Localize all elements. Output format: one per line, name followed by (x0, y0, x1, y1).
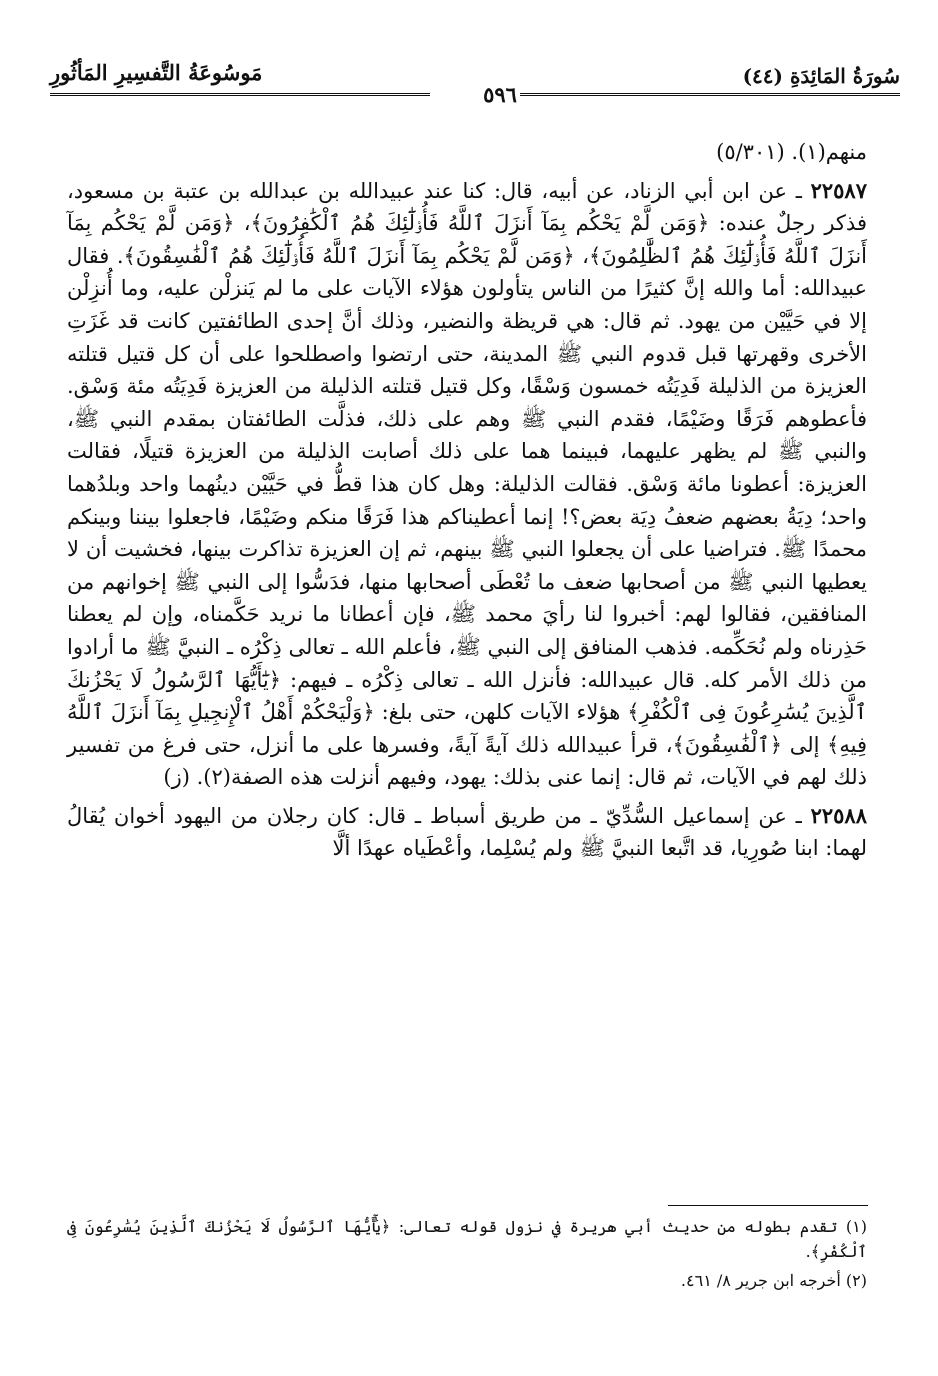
book-title: مَوسُوعَةُ التَّفسِيرِ المَأثُورِ (50, 60, 263, 85)
footnote-separator (668, 1205, 868, 1206)
narration-22587 (67, 175, 867, 794)
page-number: ٥٩٦ (483, 82, 517, 107)
narration-text: ـ عن ابن أبي الزناد، عن أبيه، قال: كنا عند عبيدالله بن عبدالله بن عتبة بن مسعود، فذكر رجلٌ عنده: ﴿وَمَن لَّمْ يَحْكُم بِمَآ أَنزَلَ ٱللَّهُ فَأُو۟لَٰٓئِكَ هُمُ ٱلْكَٰفِرُونَ﴾، ﴿وَمَن لَّمْ يَحْكُم بِمَآ أَنزَلَ ٱللَّهُ فَأُو۟لَٰٓئِكَ هُمُ ٱلظَّٰلِمُونَ﴾، ﴿وَمَن لَّمْ يَحْكُم بِمَآ أَنزَلَ ٱللَّهُ فَأُو۟لَٰٓئِكَ هُمُ ٱلْفَٰسِقُونَ﴾. فقال عبيدالله: أما والله إنَّ كثيرًا من الناس يتأولون هؤلاء الآيات على ما لم يَنزلْن عليه، وما أُنزِلْن إلا في حَيَّيْن من يهود. ثم قال: هي قريظة والنضير، وذلك أنَّ إحدى الطائفتين كانت قد غَزَتِ الأخرى وقهرتها قبل قدوم النبي ﷺ المدينة، حتى ارتضوا واصطلحوا على أن كل قتيل قتلته العزيزة من الذليلة فَدِيَتُه خمسون وَسْقًا، وكل قتيل قتلته الذليلة من العزيزة فَدِيَتُه مئة وَسْق. فأعطوهم فَرَقًا وضَيْمًا، فقدم النبي ﷺ وهم على ذلك، فذلَّت الطائفتان بمقدم النبي ﷺ، والنبي ﷺ لم يظهر عليهما، فبينما هما على ذلك أصابت الذليلة من العزيزة قتيلًا، فقالت العزيزة: أعطونا مائة وَسْق. فقالت الذليلة: وهل كان هذا قطُّ في حَيَّيْن دينُهما واحد وبلدُهما واحد؛ دِيَةُ بعضهم ضعفُ دِيَة بعض؟! إنما أعطيناكم هذا فَرَقًا منكم وضَيْمًا، فاجعلوا بيننا وبينكم محمدًا ﷺ. فتراضيا على أن يجعلوا النبي ﷺ بينهم، ثم إن العزيزة تذاكرت بينها، فخشيت أن لا يعطيها النبي ﷺ من أصحابها ضعف ما تُعْطَى أصحابها منها، فدَسُّوا إلى النبي ﷺ إخوانهم من المنافقين، فقالوا لهم: أخبروا لنا رأيَ محمد ﷺ، فإن أعطانا ما نريد حَكَّمناه، وإن لم يعطنا حَذِرناه ولم نُحَكِّمه. فذهب المنافق إلى النبي ﷺ، فأعلم الله ـ تعالى ذِكْرُه ـ النبيَّ ﷺ ما أرادوا من ذلك الأمر كله. قال عبيدالله: فأنزل الله ـ تعالى ذِكْرُه ـ فيهم: ﴿يَٰٓأَيُّهَا ٱلرَّسُولُ لَا يَحْزُنكَ ٱلَّذِينَ يُسَٰرِعُونَ فِى ٱلْكُفْرِ﴾ هؤلاء الآيات كلهن، حتى بلغ: ﴿وَلْيَحْكُمْ أَهْلُ ٱلْإِنجِيلِ بِمَآ أَنزَلَ ٱللَّهُ فِيهِ﴾ إلى ﴿ٱلْفَٰسِقُونَ﴾، قرأ عبيدالله ذلك آيةً آيةً، وفسرها على ما أنزل، حتى فرغ من تفسير ذلك لهم في الآيات، ثم قال: إنما عنى بذلك: يهود، وفيهم أنزلت هذه الصفة(٢). (ز) (67, 178, 867, 790)
narration-text: ـ عن إسماعيل السُّدِّيّ ـ من طريق أسباط ـ قال: كان رجلان من اليهود أخوان يُقالُ لهما: ابنا صُورِيا، قد اتَّبعا النبيَّ ﷺ ولم يُسْلِما، وأعْطَياه عهدًا ألَّا (67, 803, 867, 861)
surah-heading: سُورَةُ المَائِدَةِ (٤٤) (742, 64, 900, 88)
page-header (50, 48, 900, 107)
main-text (67, 136, 867, 865)
footnote-2: (٢) أخرجه ابن جرير ٨/ ٤٦١. (680, 1271, 867, 1290)
footnote-1: (١) تقدم بطوله من حديث أبي هريرة في نزول قوله تعالى: ﴿يَٰٓأَيُّهَا ٱلرَّسُولُ لَا يَحْزُنكَ ٱلَّذِينَ يُسَٰرِعُونَ فِى ٱلْكُفْرِ﴾. (67, 1217, 868, 1261)
narration-22588 (67, 800, 867, 865)
footnotes (67, 1214, 867, 1297)
narration-number: ٢٢٥٨٨ (810, 802, 867, 828)
header-rule-left (50, 93, 430, 96)
paragraph-continuation: منهم(١). (٥/٣٠١) (716, 140, 867, 164)
header-rule-right (520, 93, 900, 96)
narration-number: ٢٢٥٨٧ (810, 177, 867, 203)
page-number-bar (50, 82, 900, 108)
